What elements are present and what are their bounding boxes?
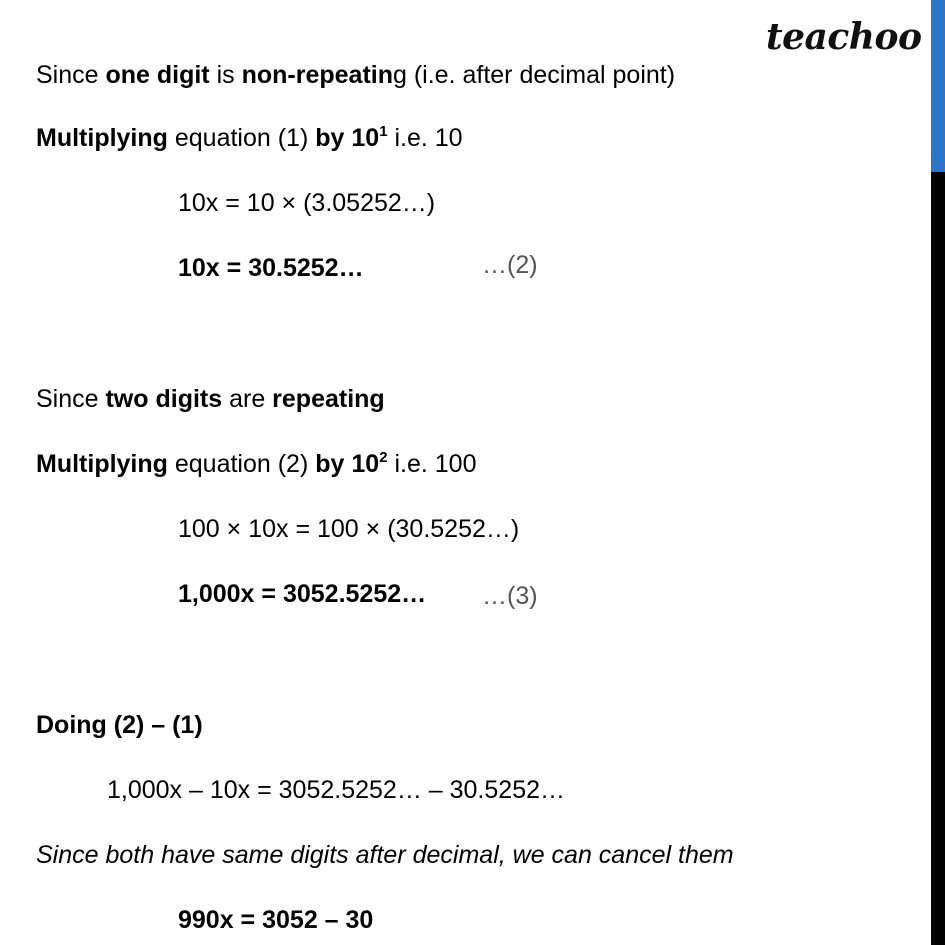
bold-text: two digits <box>105 385 223 413</box>
equation-10x-expanded: 10x = 10 × (3.05252…) <box>178 189 436 217</box>
text-segment: are <box>222 385 273 413</box>
line-multiply-by-10 <box>36 122 463 154</box>
bold-text: one digit <box>105 61 210 89</box>
text-segment: is <box>209 61 242 89</box>
equation-2-label: …(2) <box>482 251 538 279</box>
line-one-digit-non-repeating <box>36 59 675 91</box>
bold-text: non-repeatin <box>241 61 393 89</box>
bold-text: Multiplying <box>36 450 168 478</box>
text-segment: g (i.e. after decimal point) <box>393 61 676 89</box>
teachoo-logo: teachoo <box>766 16 922 58</box>
equation-990x: 990x = 3052 – 30 <box>178 906 374 934</box>
scrollbar-thumb[interactable] <box>931 0 945 172</box>
bold-text: repeating <box>272 385 385 413</box>
text-segment: Since <box>36 385 106 413</box>
exponent: 2 <box>379 449 388 466</box>
text-segment: equation (2) <box>167 450 316 478</box>
text-segment: Since <box>36 61 106 89</box>
equation-100x-expanded: 100 × 10x = 100 × (30.5252…) <box>178 515 520 543</box>
line-multiply-by-100 <box>36 448 476 480</box>
exponent: 1 <box>379 123 388 140</box>
bold-text: Multiplying <box>36 124 168 152</box>
equation-2: 10x = 30.5252… <box>178 254 364 282</box>
equation-subtraction: 1,000x – 10x = 3052.5252… – 30.5252… <box>107 776 565 804</box>
text-segment: equation (1) <box>167 124 316 152</box>
step-heading-subtract: Doing (2) – (1) <box>36 711 203 739</box>
text-segment: i.e. 10 <box>387 124 463 152</box>
bold-text: by 10 <box>315 124 380 152</box>
equation-3-label: …(3) <box>482 582 538 610</box>
equation-3: 1,000x = 3052.5252… <box>178 580 427 608</box>
bold-text: by 10 <box>315 450 380 478</box>
text-segment: i.e. 100 <box>387 450 477 478</box>
scrollbar[interactable] <box>931 0 945 945</box>
line-two-digits-repeating <box>36 383 385 415</box>
note-cancel-digits: Since both have same digits after decimal, we can cancel them <box>36 841 734 869</box>
